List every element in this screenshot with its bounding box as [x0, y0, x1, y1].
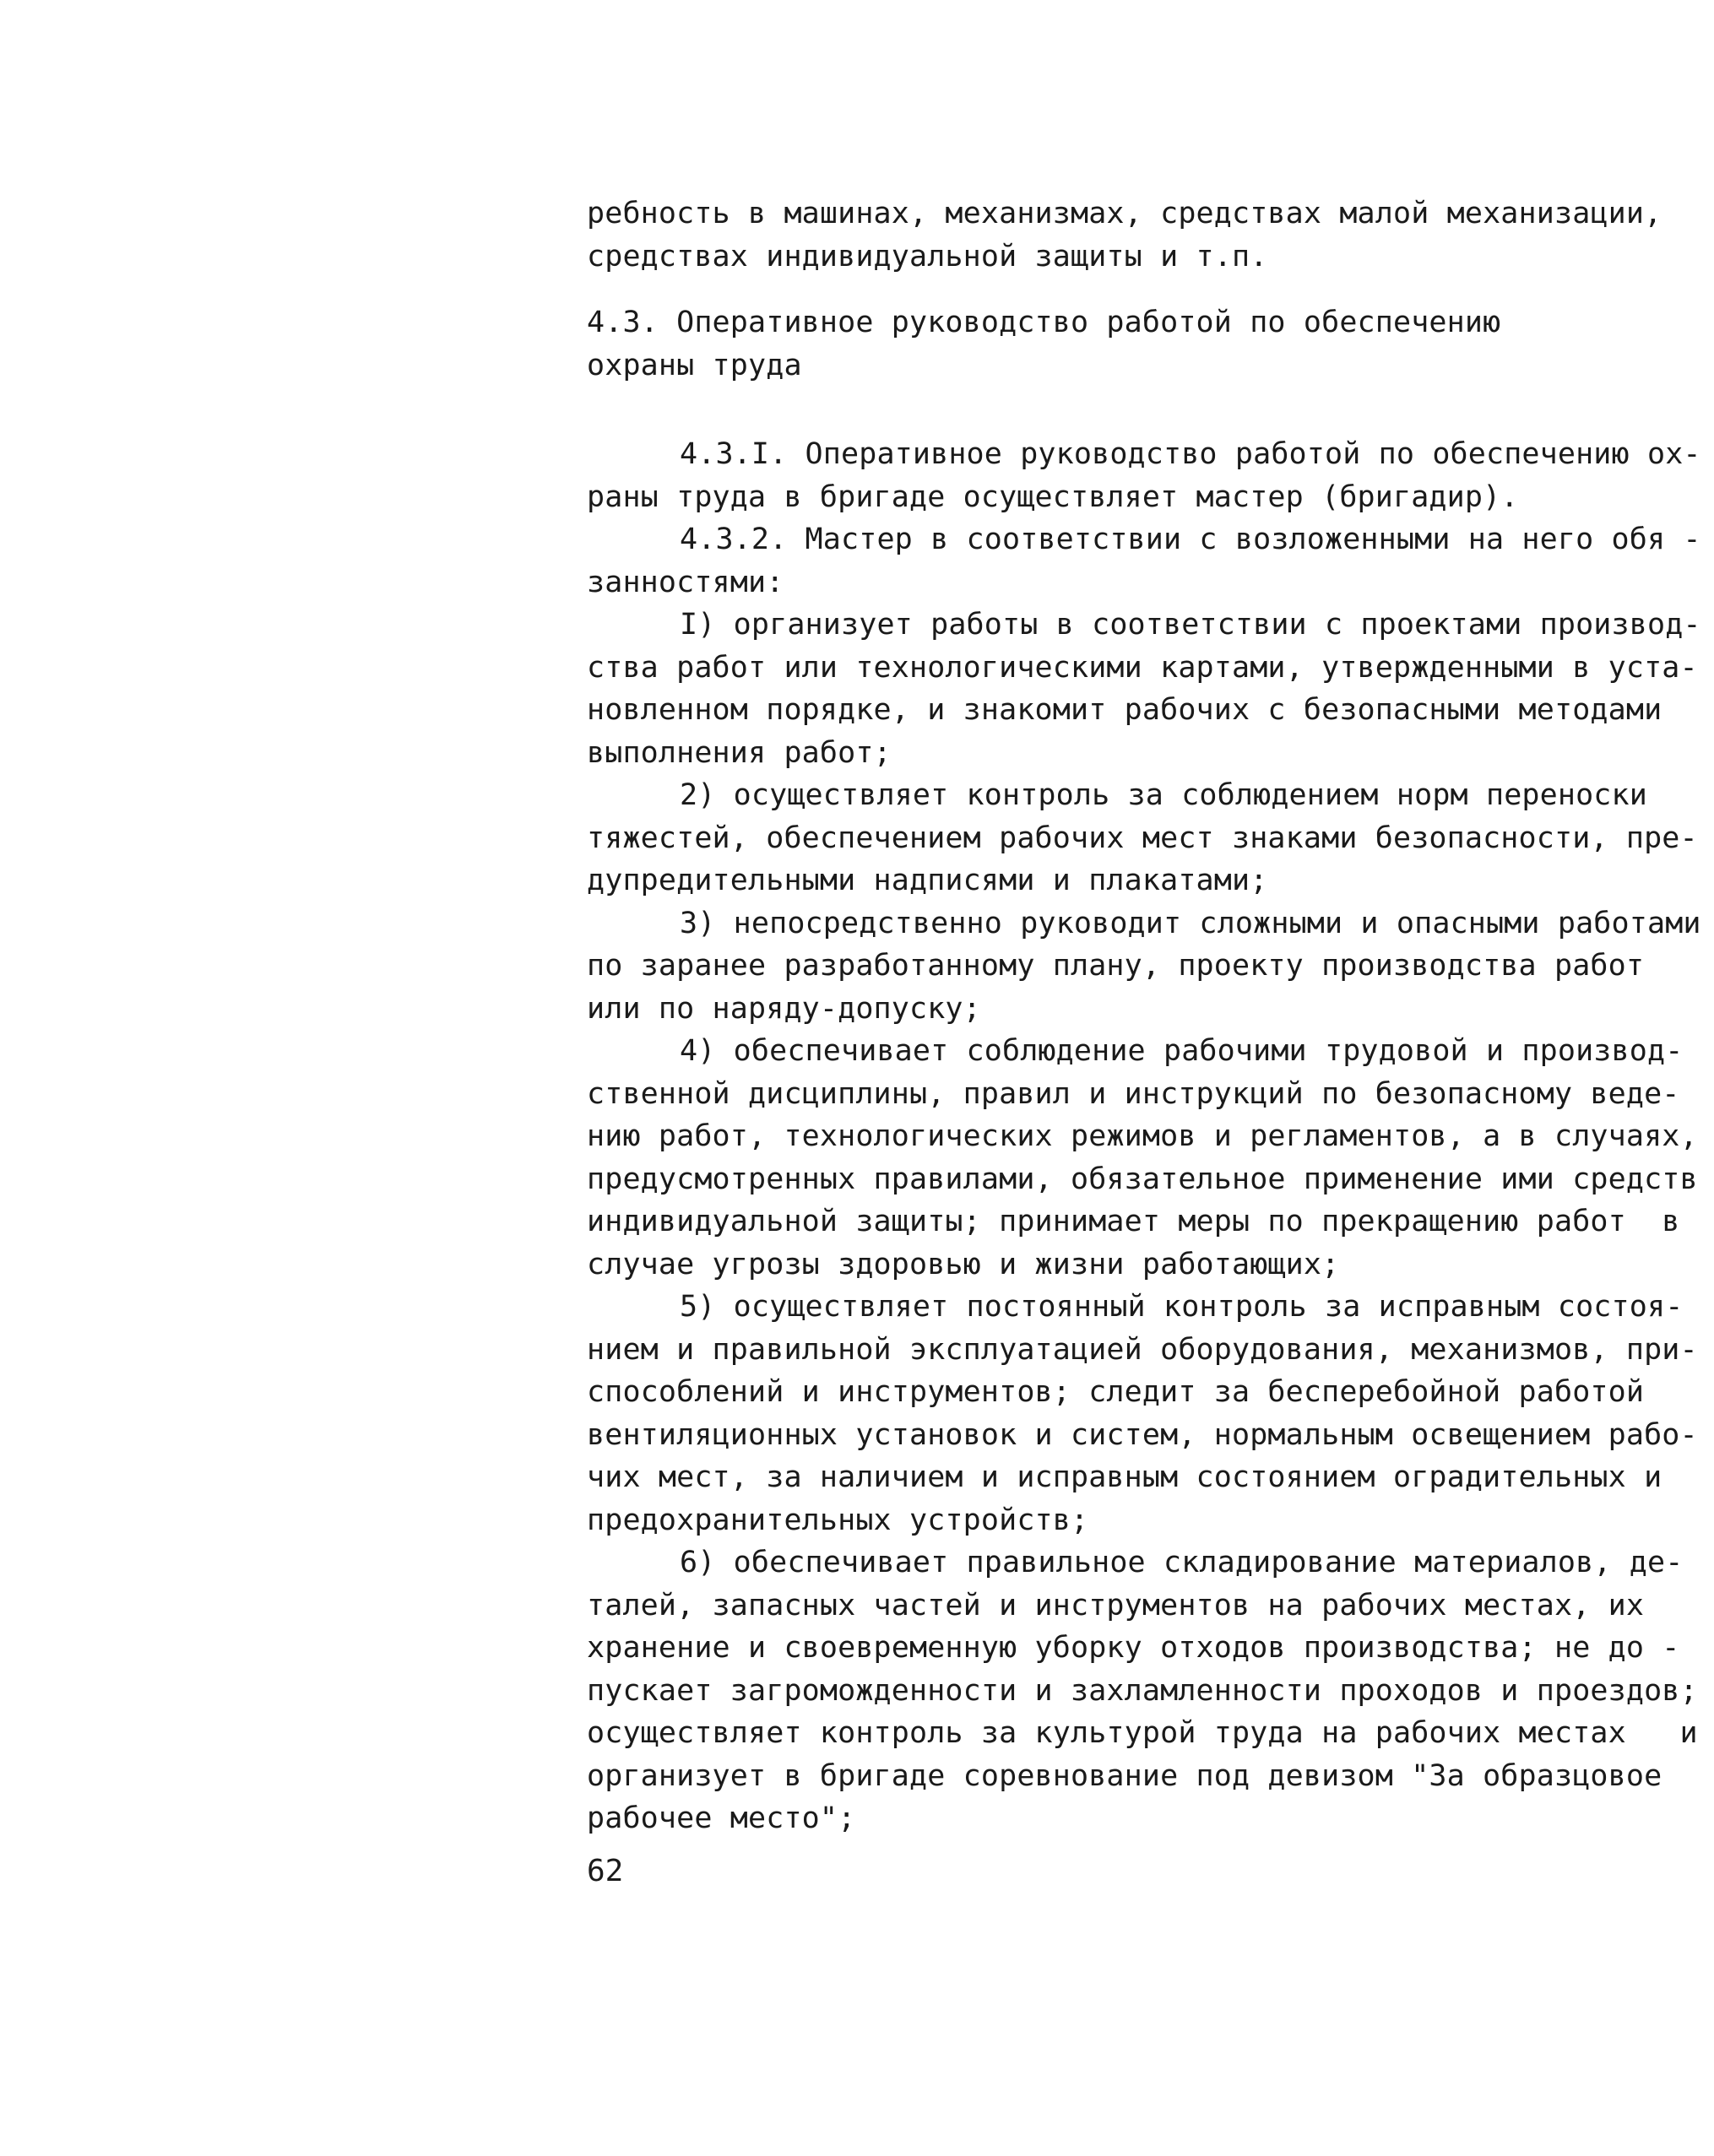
text-line: рабочее место"; [587, 1801, 856, 1835]
text-line: индивидуальной защиты; принимает меры по прекращению работ в [587, 1205, 1680, 1238]
text-line: тяжестей, обеспечением рабочих мест знаками безопасности, пре- [587, 821, 1698, 855]
text-line: 6) обеспечивает правильное складирование материалов, де- [680, 1546, 1684, 1579]
text-line: 5) осуществляет постоянный контроль за исправным состоя- [680, 1290, 1684, 1324]
text-line: новленном порядке, и знакомит рабочих с безопасными методами [587, 693, 1662, 727]
list-item-1 [587, 604, 1701, 774]
text-line: по заранее разработанному плану, проекту производства работ [587, 949, 1645, 983]
intro-text [587, 192, 1676, 278]
text-line: занностями: [587, 565, 784, 599]
list-item-3 [587, 902, 1701, 1031]
text-line: предохранительных устройств; [587, 1503, 1089, 1537]
text-line: нием и правильной эксплуатацией оборудования, механизмов, при- [587, 1332, 1698, 1367]
paragraph-4-3-2 [587, 518, 1701, 604]
list-item-5 [587, 1286, 1698, 1541]
list-item-4 [587, 1030, 1698, 1286]
paragraph-4-3-1 [587, 433, 1701, 518]
text-line: ственной дисциплины, правил и инструкций по безопасному веде- [587, 1076, 1680, 1111]
text-line: случае угрозы здоровью и жизни работающих; [587, 1247, 1340, 1281]
text-line: осуществляет контроль за культурой труда на рабочих местах и [587, 1716, 1698, 1750]
heading-line: 4.3. Оперативное руководство работой по обеспечению [587, 306, 1501, 339]
text-line: средствах индивидуальной защиты и т.п. [587, 239, 1268, 274]
text-line: нию работ, технологических режимов и регламентов, а в случаях, [587, 1119, 1698, 1153]
text-line: 4) обеспечивает соблюдение рабочими трудовой и производ- [680, 1034, 1684, 1068]
text-line: чих мест, за наличием и исправным состоянием оградительных и [587, 1460, 1662, 1494]
page-number: 62 [587, 1854, 624, 1888]
text-line: вентиляционных установок и систем, нормальным освещением рабо- [587, 1417, 1698, 1452]
text-line: раны труда в бригаде осуществляет мастер (бригадир). [587, 479, 1519, 514]
text-line: дупредительными надписями и плакатами; [587, 864, 1268, 897]
list-item-6 [587, 1541, 1698, 1840]
text-line: или по наряду-допуску; [587, 991, 981, 1026]
heading-line: охраны труда [587, 348, 802, 382]
document-page [587, 192, 1701, 1840]
text-line: выполнения работ; [587, 735, 892, 770]
text-line: организует в бригаде соревнование под девизом "За образцовое [587, 1758, 1662, 1793]
text-line: талей, запасных частей и инструментов на рабочих местах, их [587, 1588, 1645, 1622]
text-line: 4.3.I. Оперативное руководство работой по обеспечению ох- [680, 437, 1701, 471]
section-heading [587, 301, 1676, 387]
text-line: хранение и своевременную уборку отходов производства; не до - [587, 1631, 1680, 1665]
text-line: ства работ или технологическими картами, утвержденными в уста- [587, 650, 1698, 685]
text-line: пускает загроможденности и захламленности проходов и проездов; [587, 1673, 1698, 1708]
text-line: ребность в машинах, механизмах, средствах малой механизации, [587, 197, 1662, 230]
text-line: 3) непосредственно руководит сложными и опасными работами [680, 906, 1701, 940]
text-line: предусмотренных правилами, обязательное применение ими средств [587, 1162, 1698, 1196]
list-item-2 [587, 774, 1698, 902]
text-line: I) организует работы в соответствии с проектами производ- [680, 608, 1701, 642]
text-line: способлений и инструментов; следит за бесперебойной работой [587, 1375, 1645, 1409]
text-line: 2) осуществляет контроль за соблюдением норм переноски [680, 778, 1647, 812]
text-line: 4.3.2. Мастер в соответствии с возложенными на него обя - [680, 523, 1701, 556]
